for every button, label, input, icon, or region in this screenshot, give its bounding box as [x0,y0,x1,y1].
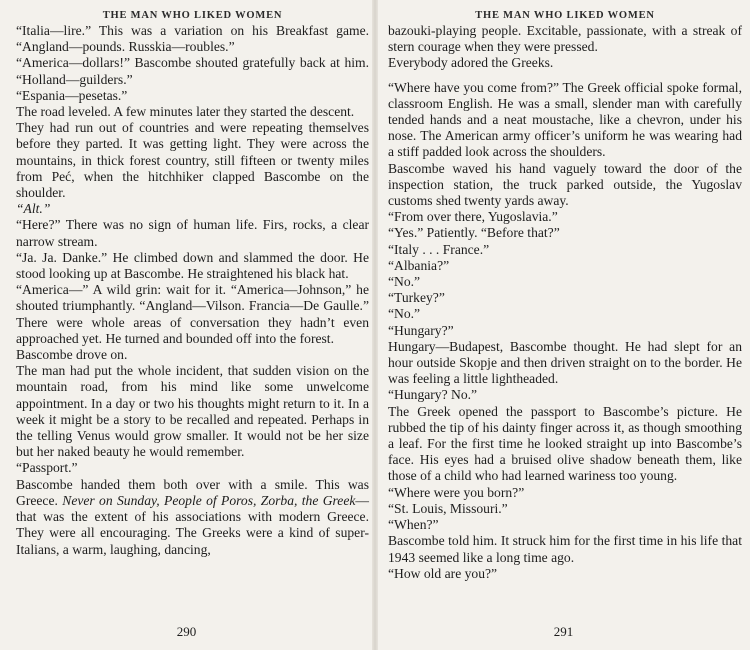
paragraph: “Where have you come from?” The Greek official spoke formal, classroom English. He was a small, slender man with carefully tended hands and a neat moustache, like a chevron, under his nose. The American army officer’s uniform he was wearing had a stiff padded look across the shoulders. [388,79,742,160]
body-text [388,23,742,582]
paragraph-text: Bascombe handed them both over with a smile. This was Greece. [16,476,369,508]
paragraph: “America—” A wild grin: wait for it. “America—Johnson,” he shouted triumphantly. “Angland—Vilson. Francia—De Gaulle.” There were whole areas of conversation they hadn’t even approached yet. He turned and bounded off into the forest. [16,282,369,346]
paragraph: “No.” [388,274,421,290]
body-text [16,23,369,558]
paragraph: Bascombe waved his hand vaguely toward the door of the inspection station, the truck parked outside, the Yugoslav customs shed twenty yards away. [388,160,742,209]
paragraph [16,477,369,558]
paragraph: “America—dollars!” Bascombe shouted gratefully back at him. “Holland—guilders.” [16,55,369,87]
running-head: THE MAN WHO LIKED WOMEN [102,10,283,21]
left-page [0,0,373,650]
right-page [377,0,750,650]
italic-text: Never on Sunday, People of Poros, Zorba, the Greek [62,492,356,508]
paragraph: bazouki-playing people. Excitable, passionate, with a streak of stern courage when they were pressed. [388,23,742,55]
paragraph: “Albania?” [388,257,450,273]
paragraph: “Italia—lire.” This was a variation on his Breakfast game. “Angland—pounds. Russkia—roubles.” [16,23,369,55]
paragraph: “Turkey?” [388,290,445,306]
paragraph: The road leveled. A few minutes later they started the descent. [16,104,355,120]
paragraph: “Ja. Ja. Danke.” He climbed down and slammed the door. He stood looking up at Bascombe. He straightened his black hat. [16,249,369,282]
paragraph: “Espania—pesetas.” [16,87,128,103]
paragraph: “No.” [388,306,421,322]
paragraph: Bascombe drove on. [16,347,128,363]
paragraph: “Here?” There was no sign of human life. Firs, rocks, a clear narrow stream. [16,217,369,249]
italic-text: “Alt.” [16,201,51,217]
paragraph: The man had put the whole incident, that sudden vision on the mountain road, from his mind like some unwelcome appointment. In a day or two his thoughts might return to it. In a week it might be a story to be recalled and repeated. Perhaps in the telling Venus would grow smaller. It would not be her size but her naked beauty he would remember. [16,363,369,460]
paragraph: They had run out of countries and were repeating themselves before they parted. It was getting light. They were across the mountains, in thick forest country, still fifteen or twenty miles from Peć, when the hitchhiker clapped Bascombe on the shoulder. [16,120,369,201]
paragraph: Everybody adored the Greeks. [388,55,554,71]
page-number: 290 [176,624,197,639]
paragraph: “Hungary? No.” [388,387,478,403]
paragraph: “When?” [388,517,439,533]
paragraph: “St. Louis, Missouri.” [388,500,508,516]
paragraph: Bascombe told him. It struck him for the first time in his life that 1943 seemed like a long time ago. [388,533,742,565]
paragraph: Hungary—Budapest, Bascombe thought. He had slept for an hour outside Skopje and then driven straight on to the border. He was feeling a little lightheaded. [388,338,742,387]
page-number: 291 [553,624,574,639]
paragraph: “Yes.” Patiently. “Before that?” [388,225,560,241]
paragraph: “How old are you?” [388,565,498,581]
paragraph: “Hungary?” [388,322,454,338]
running-head: THE MAN WHO LIKED WOMEN [475,10,655,21]
paragraph [16,201,369,217]
paragraph: “Passport.” [16,460,78,476]
paragraph: “From over there, Yugoslavia.” [388,209,558,225]
paragraph: “Where were you born?” [388,484,525,500]
paragraph-text: —that was the extent of his associations with modern Greece. They were all encouraging. The Greeks were a kind of super-Italians, a warm, laughing, dancing, [16,492,369,557]
paragraph: “Italy . . . France.” [388,241,490,257]
paragraph: The Greek opened the passport to Bascombe’s picture. He rubbed the tip of his dainty finger across it, as though smoothing a leaf. For the first time he looked straight up into Bascombe’s face. His eyes had a bruised olive shadow beneath them, like those of a child who had learned wariness too young. [388,403,742,484]
